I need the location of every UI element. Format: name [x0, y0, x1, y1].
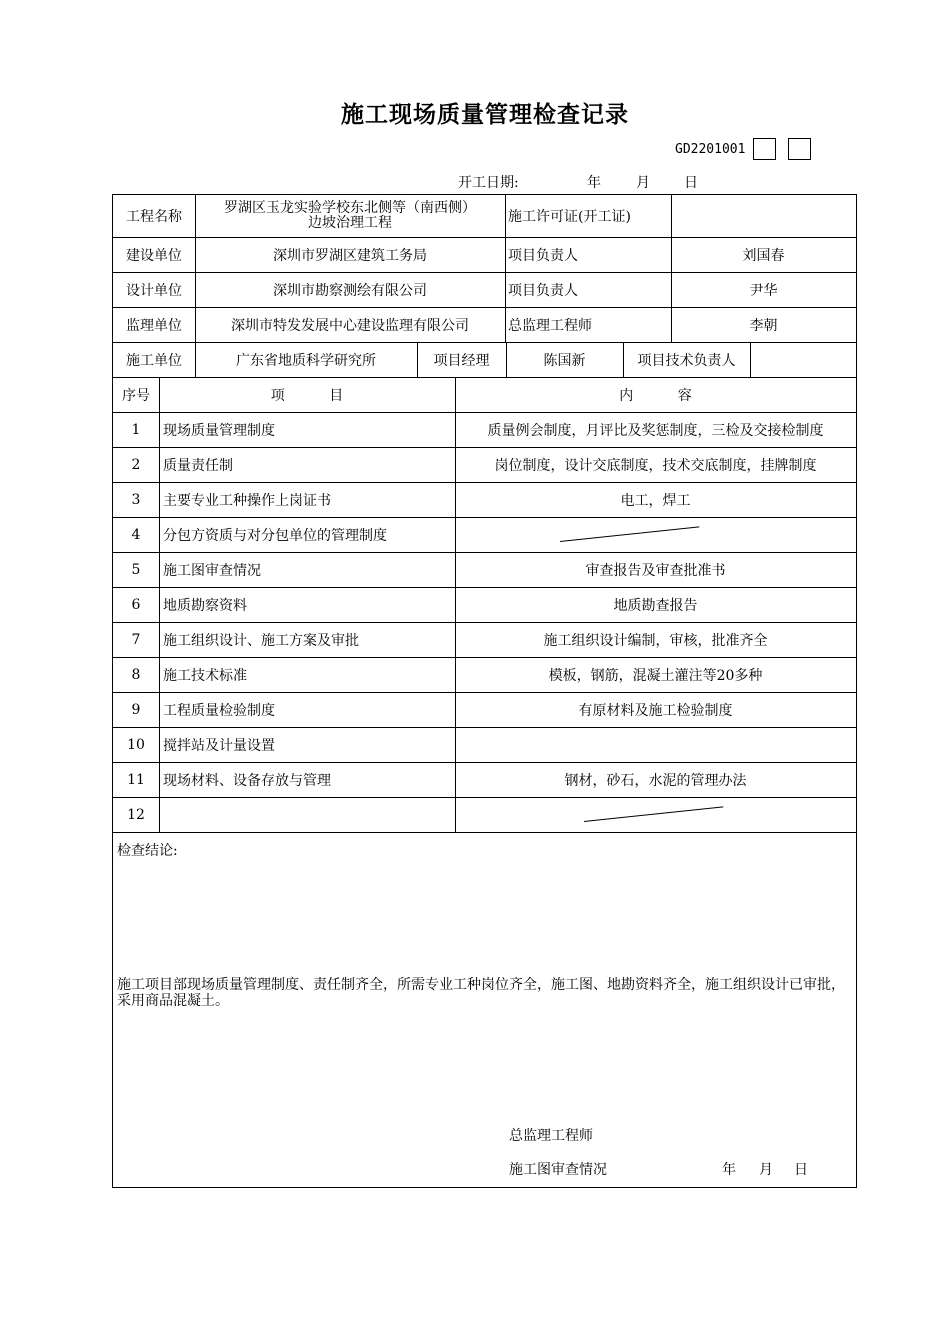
tech-lead-label: 项目技术负责人 [637, 352, 736, 369]
item-name: 主要专业工种操作上岗证书 [163, 492, 331, 509]
item-content: 质量例会制度，月评比及奖惩制度，三检及交接检制度 [487, 422, 824, 439]
supervision-value: 深圳市特发发展中心建设监理有限公司 [231, 317, 469, 334]
item-no: 9 [131, 701, 141, 718]
item-content [455, 517, 856, 552]
start-date-day: 日 [684, 175, 698, 191]
inspection-table [112, 194, 857, 1188]
item-name: 现场质量管理制度 [163, 422, 275, 439]
builder-pm-label: 项目负责人 [508, 247, 578, 264]
item-name: 分包方资质与对分包单位的管理制度 [163, 527, 387, 544]
contractor-label: 施工单位 [126, 352, 182, 369]
design-label: 设计单位 [126, 282, 182, 299]
builder-value: 深圳市罗湖区建筑工务局 [273, 247, 427, 264]
design-value: 深圳市勘察测绘有限公司 [273, 282, 427, 299]
item-name: 搅拌站及计量设置 [163, 737, 275, 754]
item-no: 10 [127, 736, 145, 753]
item-no: 1 [131, 421, 141, 438]
manager-label: 项目经理 [433, 352, 490, 369]
chief-supervisor-label: 总监理工程师 [508, 317, 592, 334]
item-content: 审查报告及审查批准书 [585, 562, 726, 579]
header-no: 序号 [122, 387, 150, 404]
permit-value[interactable] [671, 195, 856, 237]
project-name-line1: 罗湖区玉龙实验学校东北侧等（南西侧） [224, 200, 476, 216]
start-date-year: 年 [587, 175, 601, 191]
item-no: 2 [131, 456, 141, 473]
sign-date-day: 日 [794, 1162, 808, 1178]
design-pm-value: 尹华 [749, 282, 778, 299]
header-content: 内 容 [619, 387, 692, 404]
item-no: 12 [127, 806, 145, 823]
start-date-month: 月 [636, 175, 650, 191]
conclusion-text: 施工项目部现场质量管理制度、责任制齐全，所需专业工种岗位齐全，施工图、地勘资料齐全，施工组织设计已审批，采用商品混凝土。 [117, 977, 845, 1009]
item-content [455, 797, 856, 832]
builder-pm-value: 刘国春 [742, 247, 785, 264]
design-pm-label: 项目负责人 [508, 282, 578, 299]
code-box-1[interactable] [753, 138, 776, 160]
item-content: 有原材料及施工检验制度 [578, 702, 733, 719]
item-name: 工程质量检验制度 [163, 702, 275, 719]
permit-label: 施工许可证(开工证) [508, 209, 631, 225]
item-content: 地质勘查报告 [613, 597, 698, 614]
item-name [159, 797, 455, 832]
item-name: 现场材料、设备存放与管理 [163, 772, 331, 789]
item-no: 4 [131, 526, 141, 543]
sign-date-month: 月 [759, 1162, 773, 1178]
item-no: 8 [131, 666, 141, 683]
contractor-value: 广东省地质科学研究所 [236, 352, 376, 369]
chief-supervisor-value: 李朝 [749, 317, 778, 334]
item-content: 电工，焊工 [620, 492, 691, 509]
conclusion-label: 检查结论: [117, 843, 178, 859]
item-content: 施工组织设计编制，审核，批准齐全 [543, 632, 768, 649]
document-code: GD2201001 [675, 142, 746, 157]
item-name: 地质勘察资料 [163, 597, 247, 614]
signer-label: 总监理工程师 [509, 1128, 593, 1144]
item-no: 3 [131, 491, 141, 508]
item-content [455, 727, 856, 762]
project-name-value [195, 195, 505, 237]
code-box-2[interactable] [788, 138, 811, 160]
item-no: 5 [131, 561, 141, 578]
project-name-line2: 边坡治理工程 [308, 215, 392, 231]
item-content: 模板，钢筋，混凝土灌注等20多种 [548, 667, 763, 684]
sign-date-year: 年 [722, 1162, 736, 1178]
header-item: 项 目 [270, 387, 344, 404]
tech-lead-value[interactable] [750, 342, 856, 377]
item-name: 质量责任制 [163, 457, 233, 474]
item-name: 施工技术标准 [163, 667, 247, 684]
item-no: 6 [131, 596, 141, 613]
item-name: 施工组织设计、施工方案及审批 [163, 632, 359, 649]
project-name-label: 工程名称 [126, 209, 182, 225]
item-no: 11 [127, 771, 145, 788]
item-content: 钢材，砂石，水泥的管理办法 [564, 772, 747, 789]
item-name: 施工图审查情况 [163, 562, 261, 579]
item-content: 岗位制度，设计交底制度，技术交底制度，挂牌制度 [494, 457, 817, 474]
item-no: 7 [131, 631, 141, 648]
builder-label: 建设单位 [126, 247, 182, 264]
start-date-label: 开工日期: [458, 175, 519, 191]
supervision-label: 监理单位 [126, 317, 182, 334]
manager-value: 陈国新 [543, 352, 586, 369]
page-title: 施工现场质量管理检查记录 [341, 101, 629, 128]
sign-date-label: 施工图审查情况 [509, 1162, 607, 1178]
